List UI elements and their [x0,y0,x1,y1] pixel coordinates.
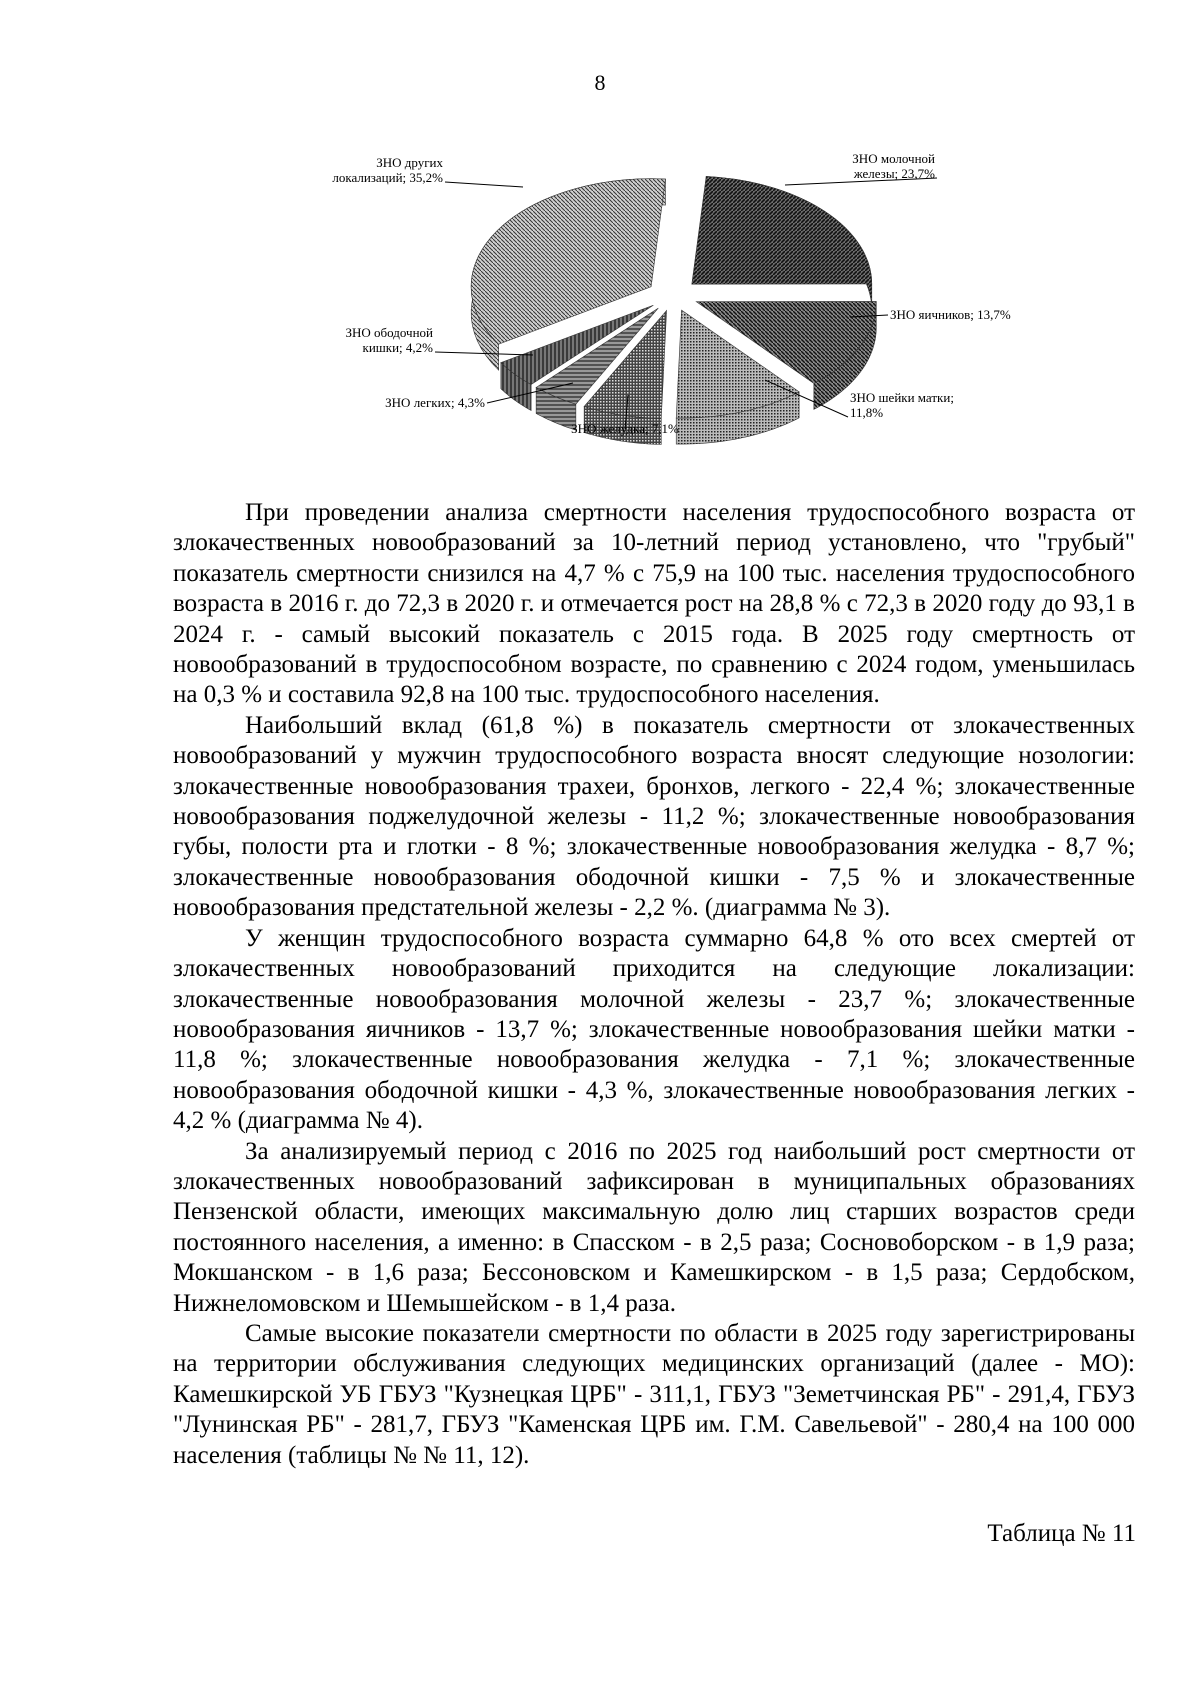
paragraph: За анализируемый период с 2016 по 2025 год наибольший рост смертности от злокачественных новообразований зафиксирован в муниципальных образованиях Пензенской области, имеющих максимальную долю лиц старших возрастов среди постоянного населения, а именно: в Спасском - в 2,5 раза; Сосновоборском - в 1,9 раза; Мокшанском - в 1,6 раза; Бессоновском и Камешкирском - в 1,5 раза; Сердобском, Нижнеломовском и Шемышейском - в 1,4 раза. [173,1137,1135,1317]
pie-slices [471,176,876,444]
pie-label: ЗНО молочной железы; 23,7% [852,151,935,181]
leader-line [445,182,523,187]
pie-label: ЗНО других локализаций; 35,2% [332,155,443,185]
table-caption: Таблица № 11 [987,1520,1136,1547]
paragraph: Наибольший вклад (61,8 %) в показатель смертности от злокачественных новообразований у мужчин трудоспособного возраста вносят следующие нозологии: злокачественные новообразования трахеи, бронхов, легкого - 22,4 %; злокачественные новообразования поджелудочной железы - 11,2 %; злокачественные новообразования губы, полости рта и глотки - 8 %; злокачественные новообразования желудка - 8,7 %; злокачественные новообразования ободочной кишки - 7,5 % и злокачественные новообразования предстательной железы - 2,2 %. (диаграмма № 3). [173,711,1135,922]
pie-label: ЗНО шейки матки; 11,8% [850,390,954,420]
pie-label: ЗНО ободочной кишки; 4,2% [345,325,433,355]
body-text [173,498,1135,1471]
pie-label: ЗНО желудка; 7,1% [571,421,679,436]
paragraph: При проведении анализа смертности населения трудоспособного возраста от злокачественных новообразований за 10-летний период установлено, что "грубый" показатель смертности снизился на 4,7 % с 75,9 на 100 тыс. населения трудоспособного возраста в 2016 г. до 72,3 в 2020 г. и отмечается рост на 28,8 % с 72,3 в 2020 году до 93,1 в 2024 г. - самый высокий показатель с 2015 года. В 2025 году смертность от новообразований в трудоспособном возрасте, по сравнению с 2024 годом, уменьшилась на 0,3 % и составила 92,8 на 100 тыс. трудоспособного населения. [173,499,1135,709]
page-number: 8 [594,70,606,95]
slice-breast [692,176,872,309]
pie-chart-svg [332,151,1105,495]
pie-label: ЗНО легких; 4,3% [385,395,485,410]
pie-labels [332,151,1010,436]
pie-chart [332,151,1105,495]
pie-label: ЗНО яичников; 13,7% [890,307,1011,322]
paragraph: У женщин трудоспособного возраста суммарно 64,8 % ото всех смертей от злокачественных новообразований приходится на следующие локализации: злокачественные новообразования молочной железы - 23,7 %; злокачественные новообразования яичников - 13,7 %; злокачественные новообразования шейки матки - 11,8 %; злокачественные новообразования желудка - 7,1 %; злокачественные новообразования ободочной кишки - 4,3 %, злокачественные новообразования легких - 4,2 % (диаграмма № 4). [173,924,1135,1135]
paragraph: Самые высокие показатели смертности по области в 2025 году зарегистрированы на территории обслуживания следующих медицинских организаций (далее - МО): Камешкирской УБ ГБУЗ "Кузнецкая ЦРБ" - 311,1, ГБУЗ "Земетчинская РБ" - 291,4, ГБУЗ "Лунинская РБ" - 281,7, ГБУЗ "Каменская ЦРБ им. Г.М. Савельевой" - 280,4 на 100 000 населения (таблицы № № 11, 12). [173,1319,1135,1469]
